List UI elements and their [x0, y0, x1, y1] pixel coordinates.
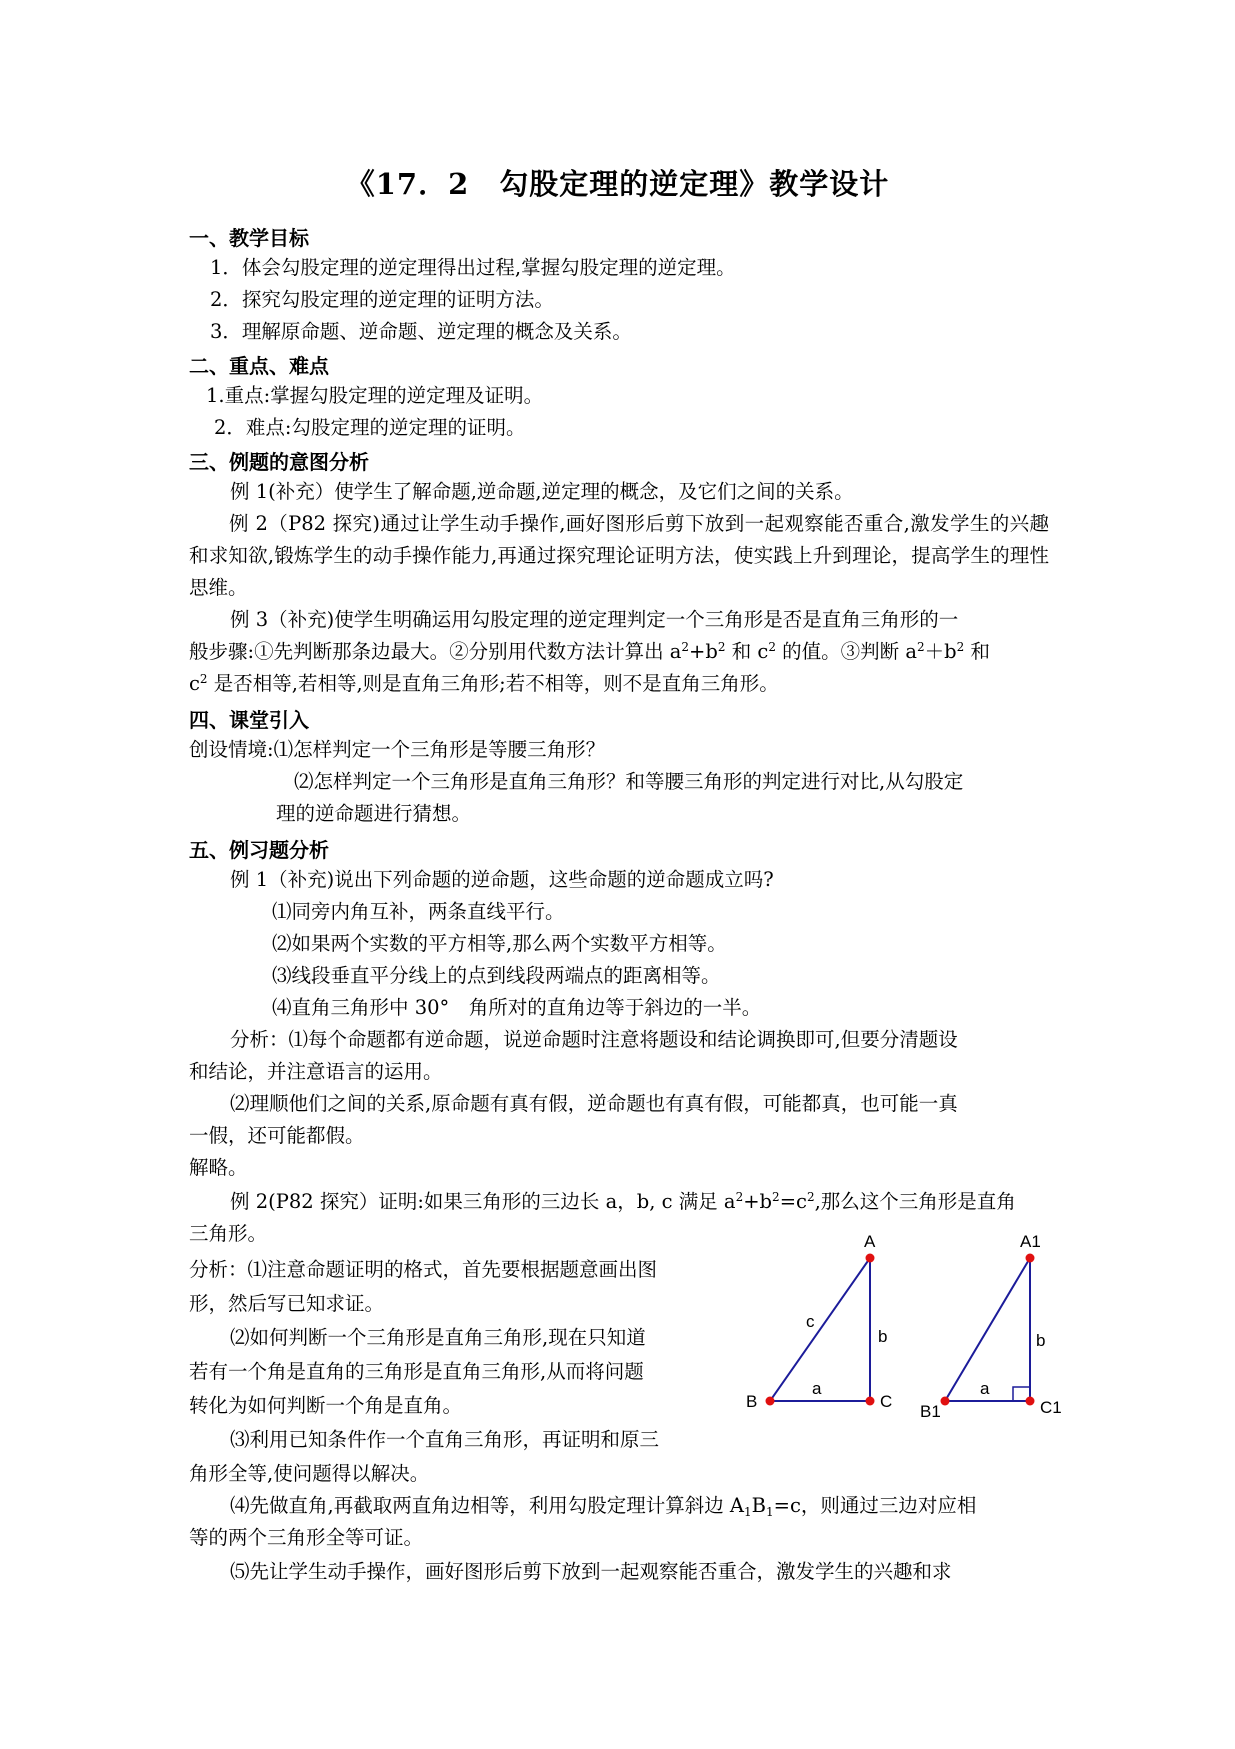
vertex-c1-point	[1026, 1397, 1035, 1406]
label-side-c: c	[806, 1312, 815, 1331]
paragraph-line: ⑵理顺他们之间的关系,原命题有真有假，逆命题也有真有假，可能都真，也可能一真	[230, 1092, 958, 1115]
paragraph-line: 形，然后写已知求证。	[189, 1292, 385, 1315]
vertex-a-point	[866, 1254, 875, 1263]
paragraph-line: 转化为如何判断一个角是直角。	[189, 1394, 463, 1417]
paragraph-line: ⑸先让学生动手操作，画好图形后剪下放到一起观察能否重合，激发学生的兴趣和求	[230, 1560, 952, 1583]
paragraph-line: 一假，还可能都假。	[189, 1124, 365, 1147]
list-item: 2．探究勾股定理的逆定理的证明方法。	[210, 288, 554, 311]
triangles-figure	[740, 1230, 1080, 1430]
paragraph-line: 若有一个角是直角的三角形是直角三角形,从而将问题	[189, 1360, 644, 1383]
label-side-a1: a	[980, 1379, 990, 1398]
paragraph-line: 例 3（补充)使学生明确运用勾股定理的逆定理判定一个三角形是否是直角三角形的一	[230, 608, 959, 631]
section-heading-introduction: 四、课堂引入	[189, 708, 309, 732]
label-side-b: b	[878, 1327, 888, 1346]
list-item: 3．理解原命题、逆命题、逆定理的概念及关系。	[210, 320, 632, 343]
paragraph-line: 般步骤:①先判断那条边最大。②分别用代数方法计算出 $a^2+b^2$ 和 $c^2$ 的值。③判断 $a^2+b^2$ 和	[189, 640, 990, 663]
vertex-b-point	[766, 1397, 775, 1406]
label-b1-vertex: B1	[920, 1402, 941, 1421]
section-heading-objectives: 一、教学目标	[189, 226, 309, 250]
paragraph-line: 分析：⑴注意命题证明的格式，首先要根据题意画出图	[189, 1258, 658, 1281]
section-heading-exercises: 五、例习题分析	[189, 838, 329, 862]
paragraph-line: 角形全等,使问题得以解决。	[189, 1462, 430, 1485]
label-side-a: a	[812, 1379, 822, 1398]
triangle-a1b1c1	[920, 1232, 1062, 1421]
paragraph-line: ⑷先做直角,再截取两直角边相等，利用勾股定理计算斜边 $A_1B_1=c$，则通过三边对应相	[230, 1494, 977, 1519]
paragraph: 例 2（P82 探究)通过让学生动手操作,画好图形后剪下放到一起观察能否重合,激发学生的兴趣和求知欲,锻炼学生的动手操作能力,再通过探究理论证明方法，使实践上升到理论，提高学生的理性思维。	[189, 512, 1049, 599]
label-a1-vertex: A1	[1020, 1232, 1041, 1251]
paragraph-line: 例 1（补充)说出下列命题的逆命题，这些命题的逆命题成立吗?	[230, 868, 774, 891]
list-item: 1．体会勾股定理的逆定理得出过程,掌握勾股定理的逆定理。	[210, 256, 736, 279]
list-item: ⑴同旁内角互补，两条直线平行。	[272, 900, 565, 923]
list-item: 2．难点:勾股定理的逆定理的证明。	[214, 416, 526, 439]
paragraph-line: 理的逆命题进行猜想。	[276, 802, 472, 825]
page-title: 《17．2 勾股定理的逆定理》教学设计	[345, 167, 890, 201]
paragraph-line: 等的两个三角形全等可证。	[189, 1526, 424, 1549]
label-a-vertex: A	[864, 1232, 876, 1251]
paragraph-line: 例 2(P82 探究）证明:如果三角形的三边长 a，b, c 满足 $a^2+b^2=c^2$,那么这个三角形是直角	[230, 1190, 1016, 1213]
paragraph-line: ⑶利用已知条件作一个直角三角形，再证明和原三	[230, 1428, 660, 1451]
section-heading-intent-analysis: 三、例题的意图分析	[189, 450, 369, 474]
triangle-abc	[746, 1232, 892, 1411]
list-item: ⑷直角三角形中 30° 角所对的直角边等于斜边的一半。	[272, 996, 762, 1019]
label-b-vertex: B	[746, 1392, 758, 1411]
paragraph-line: 创设情境:⑴怎样判定一个三角形是等腰三角形？	[189, 738, 606, 761]
list-item: ⑵如果两个实数的平方相等,那么两个实数平方相等。	[272, 932, 727, 955]
paragraph: 例 1(补充）使学生了解命题,逆命题,逆定理的概念，及它们之间的关系。	[230, 480, 854, 503]
list-item: 1.重点:掌握勾股定理的逆定理及证明。	[206, 384, 544, 407]
paragraph-line: ⑵怎样判定一个三角形是直角三角形？和等腰三角形的判定进行对比,从勾股定	[294, 770, 964, 793]
section-heading-key-points: 二、重点、难点	[189, 354, 329, 378]
vertex-a1-point	[1026, 1254, 1035, 1263]
label-c1-vertex: C1	[1040, 1398, 1062, 1417]
paragraph-line: 三角形。	[189, 1222, 268, 1245]
vertex-c-point	[866, 1397, 875, 1406]
paragraph-line: 和结论，并注意语言的运用。	[189, 1060, 443, 1083]
paragraph-line: $c^2$ 是否相等,若相等,则是直角三角形;若不相等，则不是直角三角形。	[189, 672, 779, 695]
vertex-b1-point	[941, 1397, 950, 1406]
label-c-vertex: C	[880, 1392, 893, 1411]
label-side-b1: b	[1036, 1331, 1046, 1350]
paragraph-line: ⑵如何判断一个三角形是直角三角形,现在只知道	[230, 1326, 646, 1349]
paragraph-line: 解略。	[189, 1156, 248, 1179]
list-item: ⑶线段垂直平分线上的点到线段两端点的距离相等。	[272, 964, 721, 987]
paragraph-line: 分析：⑴每个命题都有逆命题，说逆命题时注意将题设和结论调换即可,但要分清题设	[230, 1028, 958, 1051]
